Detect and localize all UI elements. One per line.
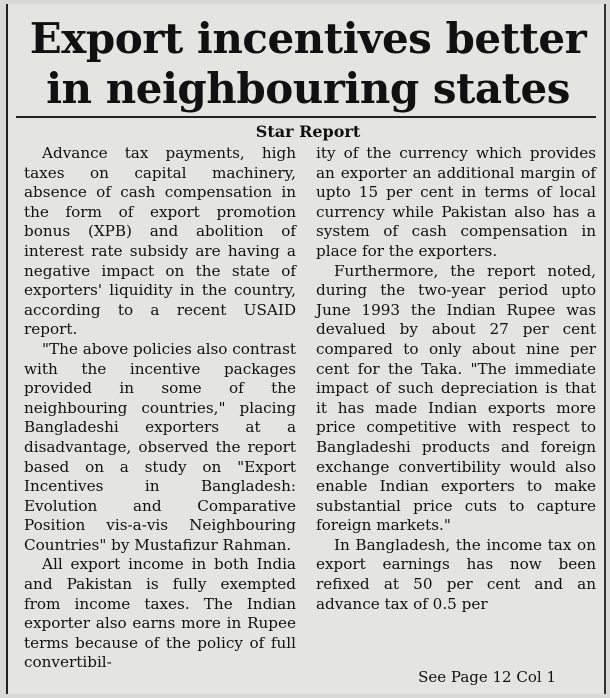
paragraph: Furthermore, the report noted, during the two-year period upto June 1993 the Indian Rupee was devalued by about 27 per cent compared to only about nine per cent for the Taka. "The immediate impact of such depreciation is that it has made Indian exports more price competitive with respect to Bangladeshi products and foreign exchange convertibility would also enable Indian exporters to make substantial price cuts to capture foreign markets." [316,261,596,535]
headline [8,14,608,114]
paragraph: "The above policies also contrast with the incentive packages provided in some of the neighbouring countries," placing Bangladeshi exporters at a disadvantage, observed the report based on a study on "Export Incentives in Bangladesh: Evolution and Comparative Position vis-a-vis Neighbouring Countries" by Mustafizur Rahman. [24,339,297,554]
paragraph: In Bangladesh, the income tax on export earnings has now been refixed at 50 per cent and an advance tax of 0.5 per [316,535,596,613]
headline-rule [16,116,596,118]
paragraph: Advance tax payments, high taxes on capital machinery, absence of cash compensation in the form of export promotion bonus (XPB) and abolition of interest rate subsidy are having a negative impact on the state of exporters' liquidity in the country, according to a recent USAID report. [24,144,296,339]
right-column [316,144,596,614]
headline-line-2: in neighbouring states [46,64,570,113]
left-column [24,144,296,673]
paragraph: ity of the currency which provides an exporter an additional margin of upto 15 per cent in terms of local currency while Pakistan also has a system of cash compensation in place for the exporters. [316,144,596,260]
headline-line-1: Export incentives better [29,14,587,63]
byline: Star Report [255,122,361,141]
continued-reference: See Page 12 Col 1 [418,668,556,686]
paragraph: All export income in both India and Pakistan is fully exempted from income taxes. The Indian exporter also earns more in Rupee terms because of the policy of full convertibil- [24,555,296,672]
newspaper-clipping [6,4,606,694]
